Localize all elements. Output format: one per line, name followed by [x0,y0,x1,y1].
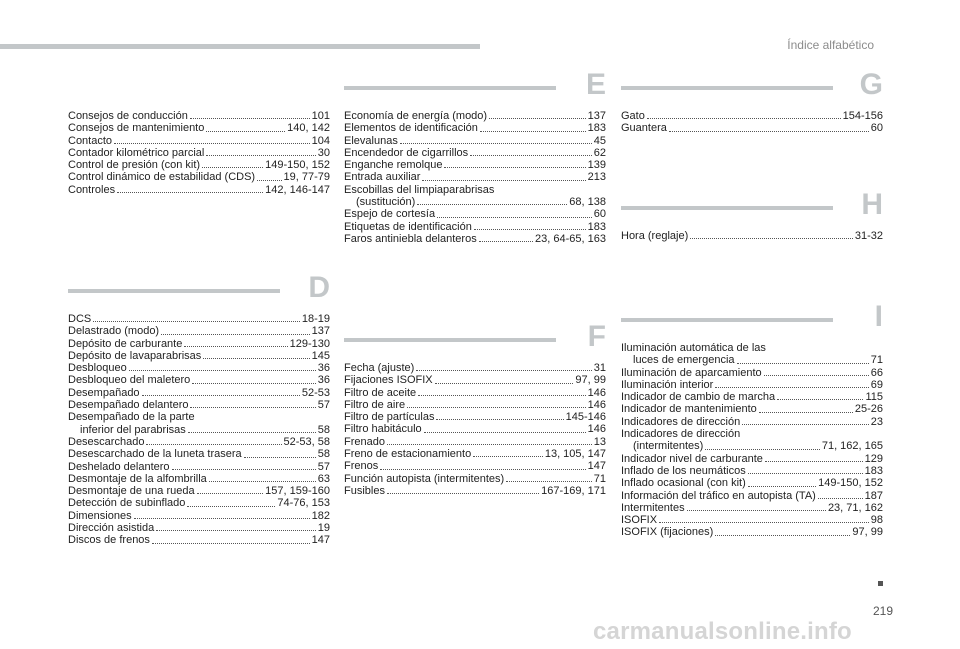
entry-page-ref[interactable]: 58 [317,423,330,436]
leader-dots [209,481,316,482]
index-entry [621,416,883,428]
entry-page-ref[interactable]: 60 [593,208,606,221]
entry-label: Desempañado [68,386,140,399]
entry-label: Desbloqueo del maletero [68,374,191,387]
index-entry [68,338,330,350]
section-h [621,190,883,242]
leader-dots [202,167,263,168]
leader-dots [777,399,863,400]
index-entry [68,473,330,485]
entry-label: Contador kilométrico parcial [68,146,205,159]
entry-label: Detección de subinflado [68,497,186,510]
leader-dots [687,510,826,511]
entry-label: Elevalunas [344,134,398,147]
index-entry [68,313,330,325]
leader-dots [206,155,315,156]
entry-label: Función autopista (intermitentes) [344,472,505,485]
section-header-h [621,190,883,230]
entry-page-ref[interactable]: 137 [311,325,330,338]
entry-page-ref[interactable]: 66 [870,366,883,379]
index-entry [344,473,606,485]
entry-label: Fecha (ajuste) [344,362,415,374]
index-entry [68,325,330,337]
index-entry [68,497,330,509]
index-entry [344,147,606,159]
entry-label: Control de presión (con kit) [68,159,201,172]
entry-label: Faros antiniebla delanteros [344,232,477,245]
entry-label: Filtro de partículas [344,411,435,424]
entry-label: Iluminación de aparcamiento [621,366,762,379]
index-entry [68,399,330,411]
entry-label: Etiquetas de identificación [344,220,472,233]
entries-i [621,342,883,539]
index-entry [344,171,606,183]
leader-dots [436,419,563,420]
entry-label: Indicador de mantenimiento [621,403,757,416]
entry-label: Dimensiones [68,509,132,522]
entry-page-ref[interactable]: 68, 138 [569,196,606,209]
entry-page-ref[interactable]: 146 [587,386,606,399]
leader-dots [444,167,585,168]
entry-label: Indicadores de dirección [621,415,741,428]
page-header-title: Índice alfabético [787,38,874,52]
entry-page-ref[interactable]: 146 [587,423,606,436]
section-header-d [68,273,330,313]
leader-dots [417,204,567,205]
leader-dots [134,518,310,519]
entry-page-ref[interactable]: 137 [587,110,606,122]
entry-label: Información del tráfico en autopista (TA) [621,489,816,502]
leader-dots [715,535,850,536]
entry-page-ref[interactable]: 104 [311,134,330,147]
section-i [621,302,883,539]
entry-label: Gato [621,110,645,122]
section-c [68,110,330,196]
entry-page-ref[interactable]: 129-130 [289,337,330,350]
entry-label: inferior del parabrisas [80,423,186,436]
index-entry [68,350,330,362]
entry-label: Desescarchado [68,435,145,448]
entry-label: Economía de energía (modo) [344,110,488,122]
entry-label: Indicador de cambio de marcha [621,391,776,404]
index-entry [621,403,883,415]
index-entry [344,485,606,497]
entry-page-ref[interactable]: 101 [311,110,330,122]
entry-page-ref[interactable]: 71 [870,354,883,367]
entry-page-ref[interactable]: 30 [317,146,330,159]
section-bar [68,289,280,293]
entry-page-ref[interactable]: 145-146 [565,411,606,424]
index-entry [344,135,606,147]
index-entry [344,423,606,435]
entry-page-ref[interactable]: 62 [593,146,606,159]
index-entry [68,461,330,473]
index-entry [68,147,330,159]
entry-label: Deshelado delantero [68,460,170,473]
entry-page-ref[interactable]: 183 [587,122,606,135]
leader-dots [422,180,585,181]
leader-dots [192,383,315,384]
entry-label: Filtro de aceite [344,386,417,399]
entry-page-ref[interactable]: 45 [593,134,606,147]
section-header-f [344,322,606,362]
leader-dots [479,241,533,242]
index-entry [344,208,606,220]
entry-label: ISOFIX (fijaciones) [621,526,714,539]
leader-dots [244,457,316,458]
entry-page-ref[interactable]: 18-19 [301,313,330,325]
index-entry [621,391,883,403]
index-entry [344,399,606,411]
entry-page-ref[interactable]: 142, 146-147 [265,183,330,196]
section-letter-h: H [861,188,883,221]
index-entry [344,221,606,233]
leader-dots [705,449,820,450]
entry-page-ref[interactable]: 187 [864,489,883,502]
entry-label: Guantera [621,122,667,135]
entry-page-ref[interactable]: 157, 159-160 [265,485,330,498]
entry-page-ref[interactable]: 13, 105, 147 [544,448,606,461]
section-bar [344,86,556,90]
entry-label: Consejos de conducción [68,110,188,122]
entry-label: Encendedor de cigarrillos [344,146,469,159]
section-f [344,322,606,497]
entry-page-ref[interactable]: 57 [317,460,330,473]
entry-label: Dirección asistida [68,522,155,535]
leader-dots [152,543,310,544]
index-entry [621,367,883,379]
index-entry [621,514,883,526]
entry-label: Filtro de aire [344,398,406,411]
leader-dots [435,383,574,384]
leader-dots [818,498,863,499]
entry-label: Enganche remolque [344,159,443,172]
leader-dots [142,395,300,396]
section-header-e [344,70,606,110]
entry-label: Indicadores de dirección [621,428,741,441]
entry-page-ref[interactable]: 149-150, 152 [265,159,330,172]
index-entry [344,196,606,208]
entry-label: Control dinámico de estabilidad (CDS) [68,171,256,184]
entry-label: Frenado [344,435,385,448]
entry-page-ref[interactable]: 129 [864,452,883,465]
index-entry [68,411,330,423]
section-e [344,70,606,245]
index-entry [621,110,883,122]
index-entry [621,490,883,502]
entry-page-ref[interactable]: 147 [311,534,330,547]
header-bar [0,44,480,49]
entry-label: Elementos de identificación [344,122,478,135]
index-entry [621,502,883,514]
leader-dots [184,346,287,347]
leader-dots [380,469,585,470]
index-entry [344,184,606,196]
leader-dots [156,530,316,531]
leader-dots [129,370,316,371]
entry-label: Inflado ocasional (con kit) [621,477,746,490]
entry-label: Contacto [68,134,113,147]
leader-dots [506,481,592,482]
index-entry [344,436,606,448]
entry-page-ref[interactable]: 183 [587,220,606,233]
entry-page-ref[interactable]: 13 [593,435,606,448]
section-letter-d: D [308,271,330,304]
section-header-i [621,302,883,342]
index-entry [344,374,606,386]
leader-dots [690,238,853,239]
entries-f [344,362,606,497]
leader-dots [190,118,310,119]
entry-page-ref[interactable]: 63 [317,472,330,485]
entry-page-ref[interactable]: 213 [587,171,606,184]
index-entry [344,362,606,374]
entry-label: Hora (reglaje) [621,230,689,242]
entry-page-ref[interactable]: 25-26 [854,403,883,416]
entry-label: luces de emergencia [633,354,735,367]
entry-page-ref[interactable]: 60 [870,122,883,135]
index-entry [621,453,883,465]
section-header-g [621,70,883,110]
index-entry [68,135,330,147]
leader-dots [197,493,264,494]
entry-label: Desbloqueo [68,362,127,375]
leader-dots [418,395,585,396]
leader-dots [416,370,591,371]
leader-dots [647,118,841,119]
leader-dots [480,131,586,132]
watermark: carmanualsonline.info [593,618,852,645]
entry-label: (sustitución) [356,196,416,209]
index-entry [68,448,330,460]
section-bar [621,206,833,210]
entry-page-ref[interactable]: 97, 99 [852,526,883,539]
leader-dots [400,143,592,144]
entry-page-ref[interactable]: 139 [587,159,606,172]
entry-page-ref[interactable]: 140, 142 [287,122,330,135]
index-entry [68,485,330,497]
entry-page-ref[interactable]: 69 [870,378,883,391]
entry-page-ref[interactable]: 52-53, 58 [283,435,330,448]
leader-dots [765,461,863,462]
entry-page-ref[interactable]: 145 [311,349,330,362]
leader-dots [424,432,586,433]
entry-label: Fusibles [344,484,385,497]
entry-page-ref[interactable]: 36 [317,374,330,387]
entry-label: Freno de estacionamiento [344,448,472,461]
section-letter-e: E [585,68,606,101]
leader-dots [489,118,586,119]
entry-label: Controles [68,183,116,196]
entry-label: Iluminación interior [621,378,714,391]
entry-page-ref[interactable]: 146 [587,398,606,411]
leader-dots [161,334,310,335]
leader-dots [470,155,592,156]
entry-label: Desempañado de la parte [68,411,195,424]
entry-label: Escobillas del limpiaparabrisas [344,183,495,196]
leader-dots [203,358,309,359]
index-entry [344,411,606,423]
entry-label: (intermitentes) [633,440,704,453]
index-entry [68,362,330,374]
entry-page-ref[interactable]: 71, 162, 165 [821,440,883,453]
entry-label: Desempañado delantero [68,399,189,412]
index-entry [68,374,330,386]
index-entry [344,448,606,460]
leader-dots [474,229,586,230]
index-entry [621,354,883,366]
entry-page-ref[interactable]: 23, 64-65, 163 [535,232,606,245]
entry-label: Desescarchado de la luneta trasera [68,448,242,461]
leader-dots [188,432,316,433]
leader-dots [114,143,310,144]
index-entry [621,477,883,489]
section-d [68,273,330,547]
entry-page-ref[interactable]: 19 [317,522,330,535]
leader-dots [669,131,869,132]
leader-dots [742,424,869,425]
entries-g [621,110,883,135]
entry-page-ref[interactable]: 98 [870,514,883,527]
index-entry [621,526,883,538]
index-entry [621,465,883,477]
entries-h [621,230,883,242]
entry-label: Intermitentes [621,501,685,514]
entry-label: Inflado de los neumáticos [621,464,746,477]
index-entry [344,387,606,399]
entry-page-ref[interactable]: 23, 71, 162 [827,501,883,514]
index-entry [621,230,883,242]
leader-dots [117,192,263,193]
leader-dots [659,522,869,523]
index-entry [68,171,330,183]
entry-page-ref[interactable]: 154-156 [842,110,883,122]
entry-label: Fijaciones ISOFIX [344,374,433,387]
entry-page-ref[interactable]: 57 [317,399,330,412]
section-letter-i: I [874,300,883,333]
entry-label: DCS [68,313,92,325]
index-entry [344,110,606,122]
entry-page-ref[interactable]: 52-53 [301,386,330,399]
entry-label: ISOFIX [621,514,658,527]
entry-label: Consejos de mantenimiento [68,122,205,135]
index-entry [68,159,330,171]
index-entry [621,342,883,354]
index-entry [621,379,883,391]
entry-label: Entrada auxiliar [344,171,421,184]
section-letter-g: G [859,68,883,101]
leader-dots [206,131,285,132]
index-entry [344,159,606,171]
page-number: 219 [873,604,894,618]
leader-dots [187,506,275,507]
index-entry [621,122,883,134]
entry-page-ref[interactable]: 23 [870,415,883,428]
entry-page-ref[interactable]: 115 [865,391,883,404]
entries-e [344,110,606,245]
leader-dots [473,456,543,457]
index-entry [621,428,883,440]
entry-label: Desmontaje de la alfombrilla [68,472,207,485]
entry-page-ref[interactable]: 31-32 [854,230,883,242]
section-bar [621,86,833,90]
leader-dots [407,407,586,408]
section-bar [621,318,833,322]
entry-page-ref[interactable]: 71 [593,472,606,485]
section-g [621,70,883,135]
entries-d [68,313,330,547]
leader-dots [257,180,281,181]
entry-label: Desmontaje de una rueda [68,485,195,498]
entry-page-ref[interactable]: 182 [311,509,330,522]
entry-page-ref[interactable]: 183 [864,464,883,477]
index-entry [68,122,330,134]
leader-dots [387,444,592,445]
entry-page-ref[interactable]: 31 [593,362,606,374]
entry-page-ref[interactable]: 147 [587,460,606,473]
leader-dots [748,473,863,474]
entry-label: Indicador nivel de carburante [621,452,763,465]
entry-page-ref[interactable]: 58 [317,448,330,461]
leader-dots [748,486,816,487]
index-entry [68,110,330,122]
entry-page-ref[interactable]: 97, 99 [575,374,606,387]
leader-dots [437,217,592,218]
entry-label: Delastrado (modo) [68,325,160,338]
entry-label: Depósito de carburante [68,337,183,350]
leader-dots [190,407,315,408]
leader-dots [172,469,316,470]
entry-page-ref[interactable]: 36 [317,362,330,375]
entry-label: Frenos [344,460,379,473]
leader-dots [715,387,868,388]
index-entry [344,233,606,245]
entry-page-ref[interactable]: 167-169, 171 [541,484,606,497]
index-entry [68,387,330,399]
leader-dots [93,321,300,322]
index-entry [68,436,330,448]
index-entry [68,510,330,522]
index-entry [68,522,330,534]
leader-dots [387,493,539,494]
index-entry [621,440,883,452]
leader-dots [146,444,281,445]
entry-label: Filtro habitáculo [344,423,422,436]
leader-dots [759,412,853,413]
index-entry [68,184,330,196]
index-entry [344,460,606,472]
index-entry [68,534,330,546]
leader-dots [737,363,869,364]
entry-label: Espejo de cortesía [344,208,436,221]
page-marker [878,581,883,586]
entry-page-ref[interactable]: 74-76, 153 [277,497,330,510]
entry-label: Discos de frenos [68,534,150,547]
leader-dots [764,375,869,376]
section-letter-f: F [587,320,606,353]
index-entry [344,122,606,134]
entry-page-ref[interactable]: 19, 77-79 [283,171,330,184]
entry-page-ref[interactable]: 149-150, 152 [818,477,883,490]
section-bar [344,338,556,342]
entry-label: Iluminación automática de las [621,342,766,354]
index-entry [68,424,330,436]
entry-label: Depósito de lavaparabrisas [68,349,202,362]
entries-c [68,110,330,196]
